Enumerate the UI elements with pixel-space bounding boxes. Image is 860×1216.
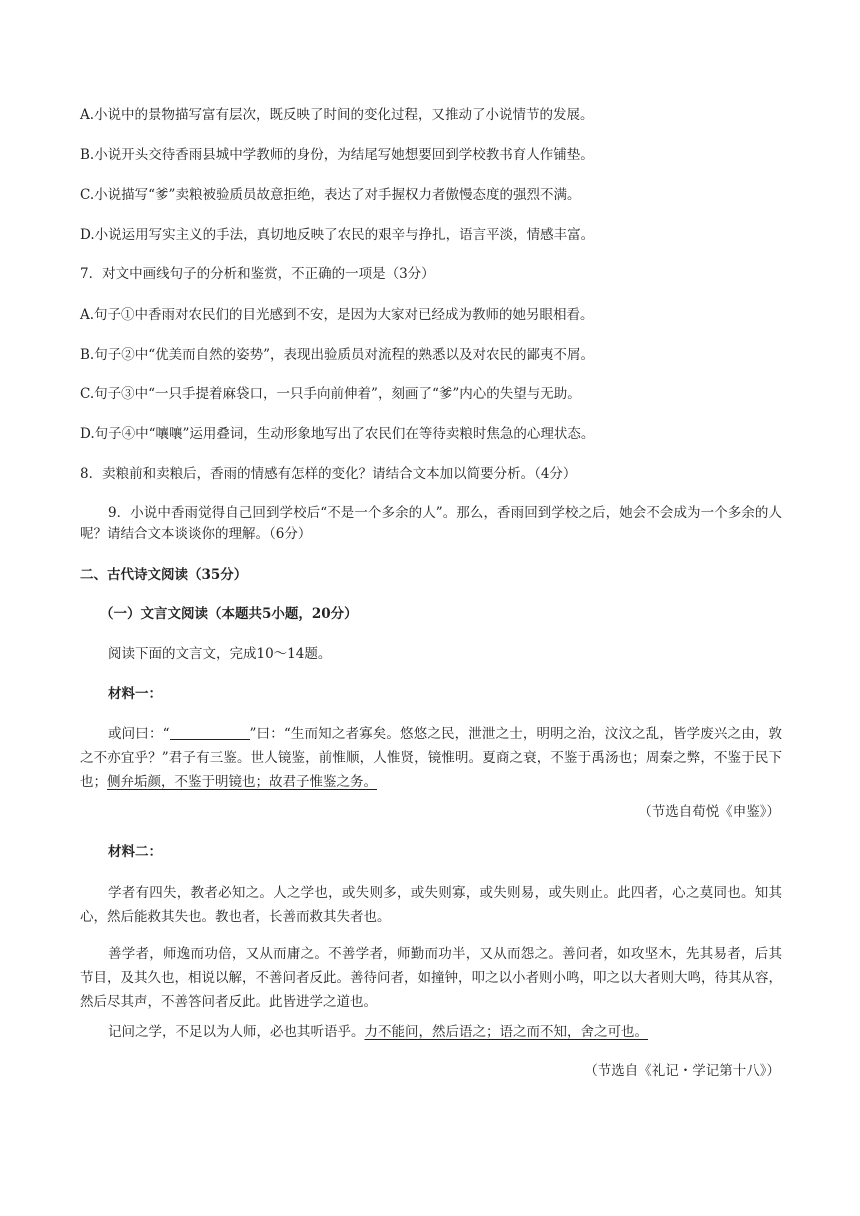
material1-source: （节选自荀悦《申鉴》） <box>638 804 780 820</box>
q7-option-b: B.句子②中“优美而自然的姿势”，表现出验质员对流程的熟悉以及对农民的鄙夷不屑。 <box>80 347 595 363</box>
material2-p3-plain: 记问之学，不足以为人师，必也其听语乎。 <box>108 1024 365 1040</box>
q7-stem: 7．对文中画线句子的分析和鉴赏，不正确的一项是（3分） <box>80 266 435 282</box>
q6-option-c: C.小说描写“爹”卖粮被验质员故意拒绝，表达了对手握权力者傲慢态度的强烈不满。 <box>80 187 581 203</box>
q7-option-c: C.句子③中“一只手提着麻袋口，一只手向前伸着”，刻画了“爹”内心的失望与无助。 <box>80 386 581 402</box>
material2-p3 <box>108 1022 782 1042</box>
q7-option-d: D.句子④中“嚷嚷”运用叠词，生动形象地写出了农民们在等待卖粮时焦急的心理状态。 <box>80 426 595 442</box>
q6-option-b: B.小说开头交待香雨县城中学教师的身份，为结尾写她想要回到学校教书育人作铺垫。 <box>80 147 594 163</box>
material2-label: 材料二： <box>108 844 162 860</box>
material1-underlined: 侧弁垢颜，不鉴于明镜也；故君子惟鉴之务。 <box>107 774 377 790</box>
q6-option-a: A.小说中的景物描写富有层次，既反映了时间的变化过程，又推动了小说情节的发展。 <box>80 107 594 123</box>
material1-label: 材料一： <box>108 686 162 702</box>
q9: 9．小说中香雨觉得自己回到学校后“不是一个多余的人”。那么，香雨回到学校之后，她会不会成为一个多余的人呢？请结合文本谈谈你的理解。（6分） <box>80 505 782 542</box>
instruction: 阅读下面的文言文，完成10～14题。 <box>108 646 332 662</box>
material2-p1: 学者有四失，教者必知之。人之学也，或失则多，或失则寡，或失则易，或失则止。此四者，心之莫同也。知其心，然后能救其失也。教也者，长善而救其失者也。 <box>80 885 782 925</box>
section2-title: 二、古代诗文阅读（35分） <box>80 567 248 583</box>
q6-option-d: D.小说运用写实主义的手法，真切地反映了农民的艰辛与挣扎，语言平淡，情感丰富。 <box>80 227 595 243</box>
subsection1-title: （一）文言文阅读（本题共5小题，20分） <box>100 606 358 622</box>
material1-text <box>80 722 782 794</box>
q8: 8．卖粮前和卖粮后，香雨的情感有怎样的变化？请结合文本加以简要分析。（4分） <box>80 466 577 482</box>
q7-option-a: A.句子①中香雨对农民们的目光感到不安，是因为大家对已经成为教师的她另眼相看。 <box>80 307 594 323</box>
material1-pre: 或问曰：“ <box>108 726 170 742</box>
material2-source: （节选自《礼记・学记第十八》） <box>584 1063 780 1079</box>
material2-p3-underlined: 力不能问，然后语之；语之而不知，舍之可也。 <box>364 1024 648 1040</box>
answer-blank <box>170 725 250 740</box>
material2-p2: 善学者，师逸而功倍，又从而庸之。不善学者，师勤而功半，又从而怨之。善问者，如攻坚木，先其易者，后其节目，及其久也，相说以解，不善问者反此。善待问者，如撞钟，叩之以小者则小鸣，叩之以大者则大鸣，待其从容，然后尽其声，不善答问者反此。此皆进学之道也。 <box>80 946 782 1010</box>
material1-post: ”曰：“生而知之者寡矣。悠悠之民，泄泄之士，明明之治，汶汶之乱，皆学废兴之由，敦之不亦宜乎？”君子有三鉴。世人镜鉴，前惟顺，人惟贤，镜惟明。夏商之衰，不鉴于禹汤也；周秦之弊，不鉴于民下也； <box>80 726 782 790</box>
